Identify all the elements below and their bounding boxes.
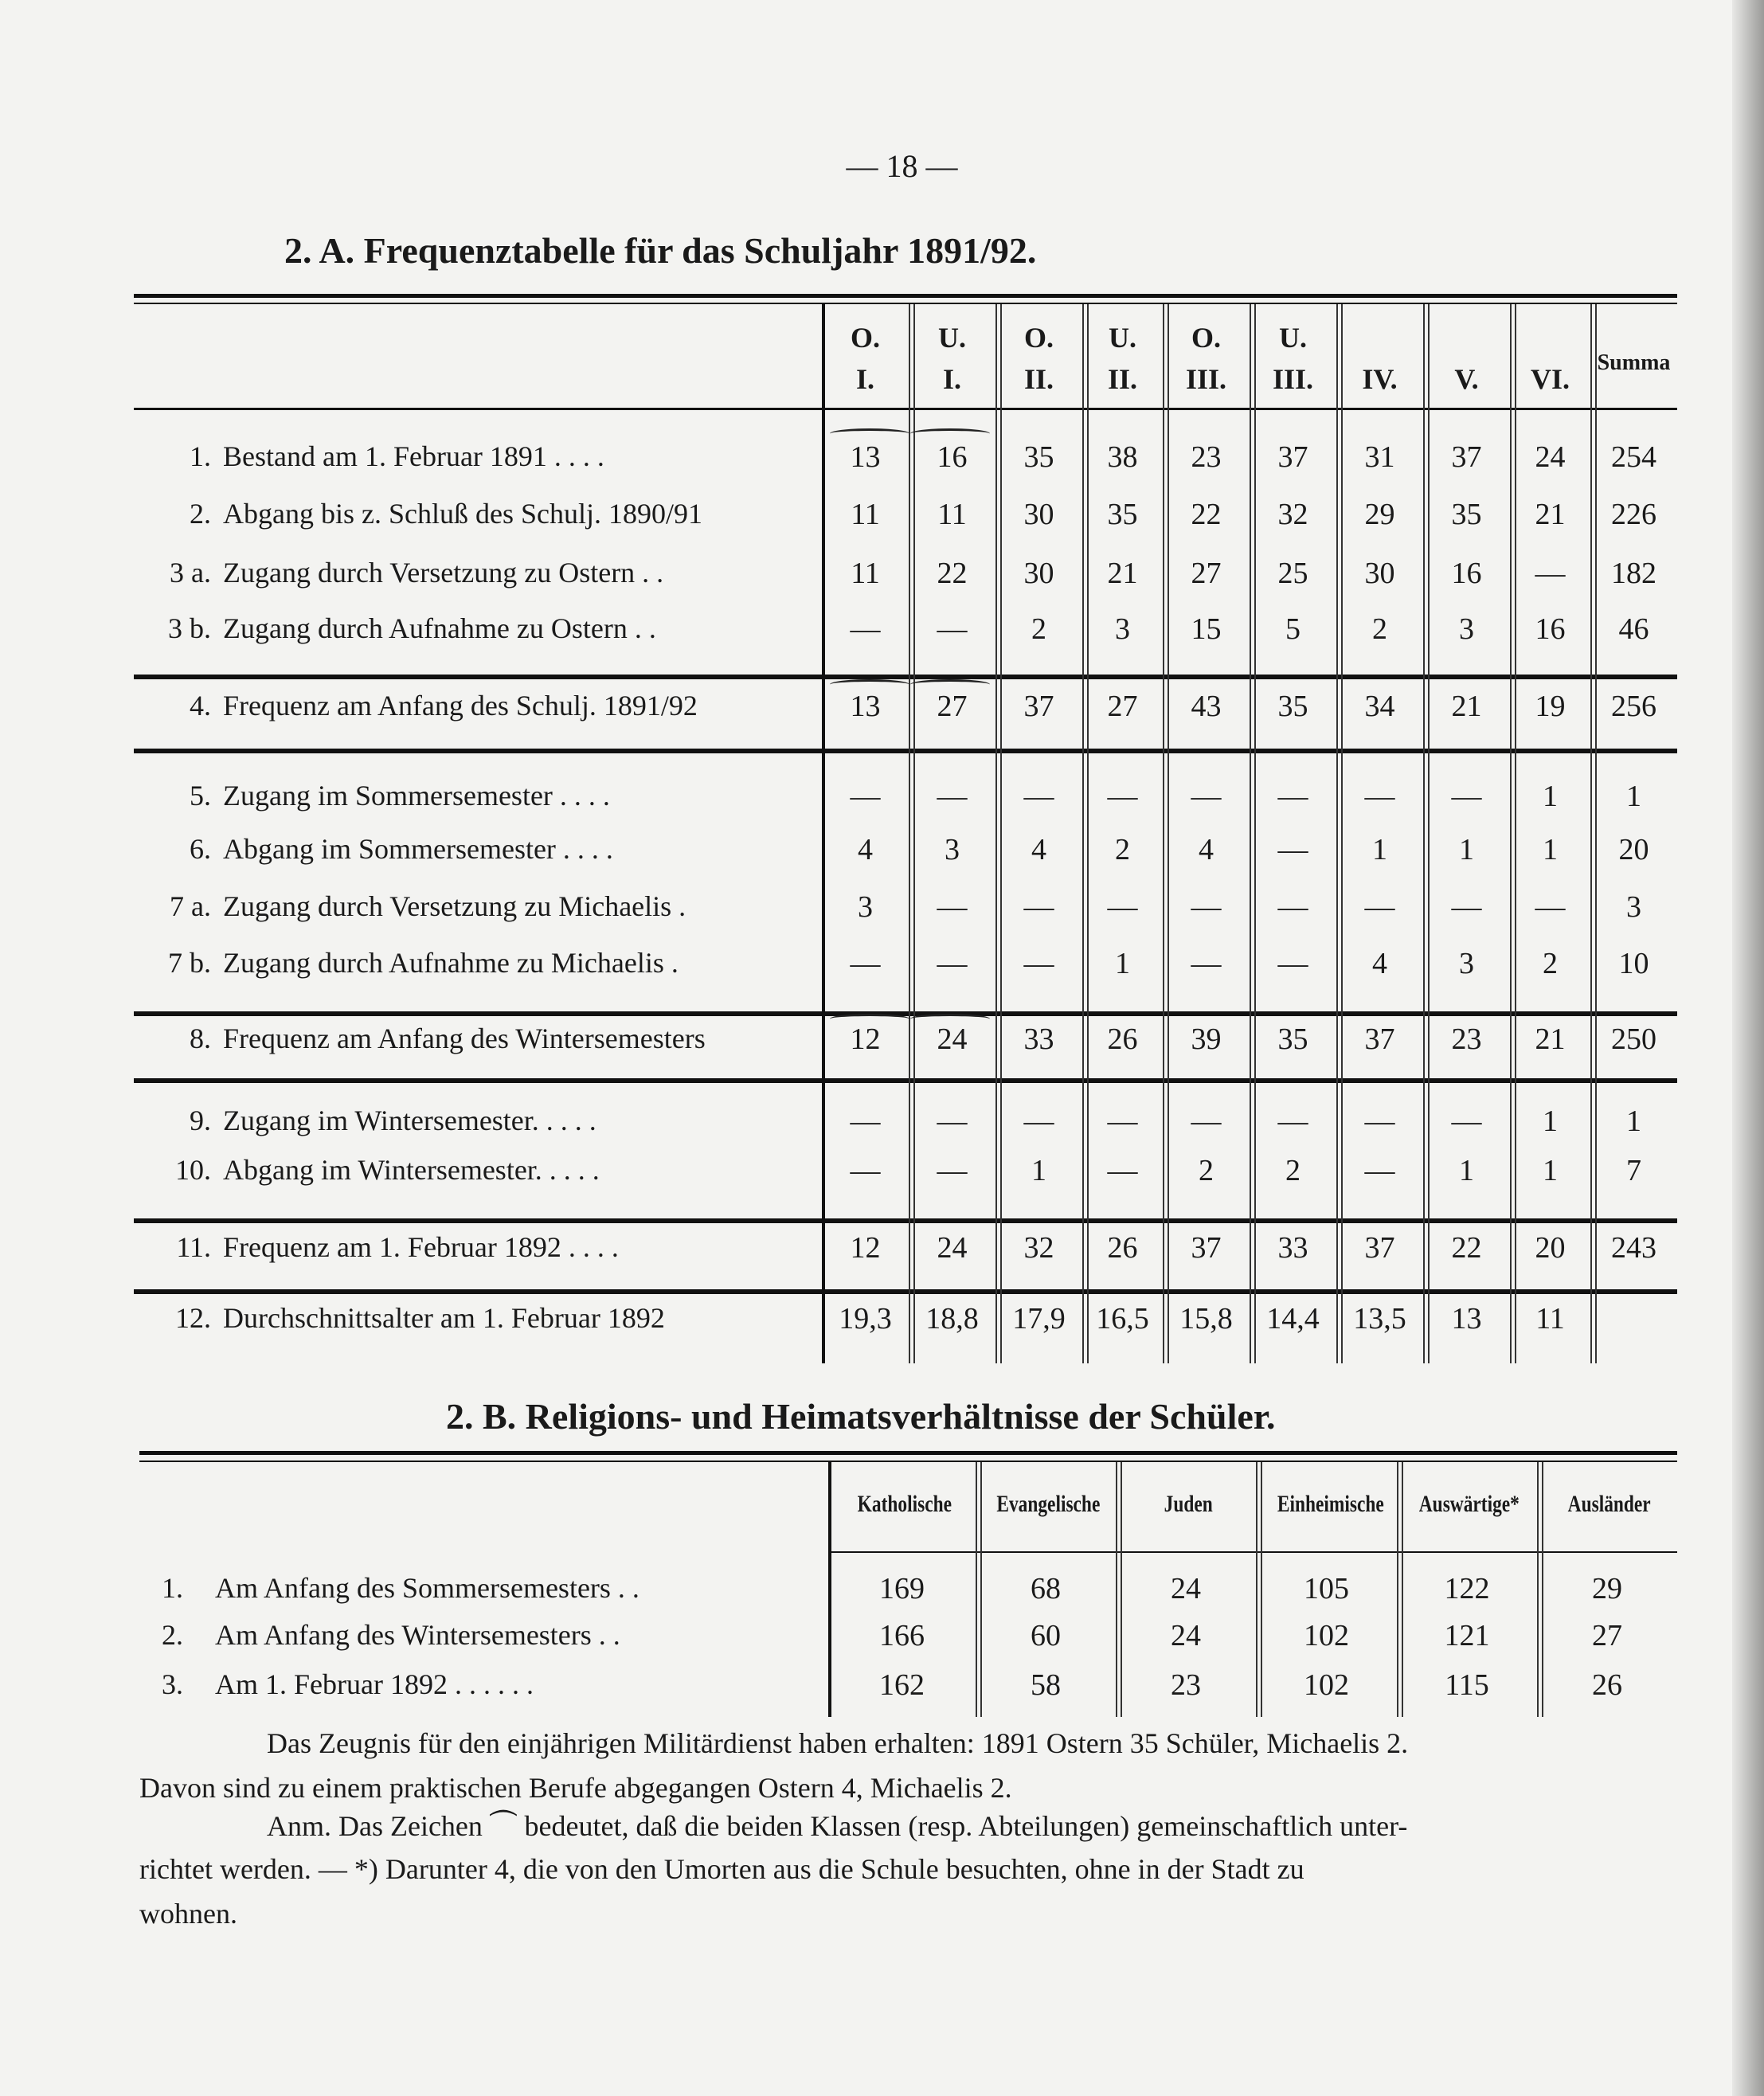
row-label: Am Anfang des Sommersemesters . . bbox=[215, 1572, 639, 1604]
table-cell: 15,8 bbox=[1179, 1302, 1233, 1335]
row-label: Frequenz am Anfang des Schulj. 1891/92 bbox=[223, 690, 698, 721]
table-cell: 23 bbox=[1191, 440, 1222, 474]
table-cell: 1 bbox=[1543, 1154, 1558, 1187]
table-cell: — bbox=[1364, 1154, 1395, 1187]
table-cell: — bbox=[1364, 1105, 1395, 1138]
table-cell: 13 bbox=[850, 440, 881, 474]
table-cell: 226 bbox=[1611, 498, 1656, 531]
table-cell: 1 bbox=[1543, 780, 1558, 813]
table-cell: 35 bbox=[1277, 690, 1308, 723]
table-cell: 25 bbox=[1277, 557, 1308, 590]
row-number: 2. bbox=[162, 1619, 183, 1651]
table-cell: — bbox=[1277, 780, 1308, 813]
column-header-bottom: III. bbox=[1185, 363, 1227, 395]
row-number: 8. bbox=[190, 1023, 211, 1054]
table-cell: 30 bbox=[1364, 557, 1395, 590]
table-cell: 46 bbox=[1618, 612, 1649, 646]
column-header bbox=[1262, 1491, 1395, 1518]
table-cell: 16,5 bbox=[1096, 1302, 1149, 1335]
table-cell: 2 bbox=[1115, 833, 1130, 866]
row-label: Frequenz am 1. Februar 1892 . . . . bbox=[223, 1231, 619, 1263]
row-label: Zugang durch Aufnahme zu Michaelis . bbox=[223, 947, 679, 979]
table-cell: 19 bbox=[1535, 690, 1566, 723]
table-cell: 4 bbox=[858, 833, 873, 866]
table-cell: — bbox=[850, 612, 881, 646]
row-number: 4. bbox=[190, 690, 211, 721]
table-cell: 1 bbox=[1626, 780, 1641, 813]
table-cell: 35 bbox=[1023, 440, 1054, 474]
column-header-text: Auswärtige* bbox=[1418, 1491, 1520, 1517]
table-cell: 19,3 bbox=[839, 1302, 892, 1335]
column-header bbox=[1122, 1491, 1254, 1518]
table-cell: 26 bbox=[1592, 1668, 1622, 1702]
table-cell: — bbox=[1277, 947, 1308, 980]
column-header bbox=[1403, 1491, 1535, 1518]
table-cell: 32 bbox=[1277, 498, 1308, 531]
table-cell: 166 bbox=[879, 1619, 925, 1652]
table-cell: 26 bbox=[1107, 1231, 1138, 1265]
table-cell: 12 bbox=[850, 1231, 881, 1265]
table-cell: 1 bbox=[1031, 1154, 1046, 1187]
row-number: 7 a. bbox=[170, 890, 211, 922]
table-cell: 21 bbox=[1535, 1023, 1566, 1056]
column-header bbox=[1543, 1491, 1676, 1518]
table-cell: 17,9 bbox=[1012, 1302, 1066, 1335]
table-cell: 3 bbox=[1626, 890, 1641, 924]
table-cell: — bbox=[937, 947, 968, 980]
table-cell: 16 bbox=[937, 440, 968, 474]
column-header-top: O. bbox=[850, 322, 880, 354]
note-annotation-1: Anm. Das Zeichen ⏜ bedeutet, daß die beiden Klassen (resp. Abteilungen) gemeinschaftlich unter- bbox=[267, 1810, 1408, 1842]
row-number: 9. bbox=[190, 1105, 211, 1136]
table-cell: 1 bbox=[1459, 833, 1474, 866]
column-header-text: Katholische bbox=[857, 1491, 952, 1517]
table-cell: 29 bbox=[1364, 498, 1395, 531]
note-military: Das Zeugnis für den einjährigen Militärdienst haben erhalten: 1891 Ostern 35 Schüler, Michaelis 2. bbox=[267, 1727, 1409, 1759]
row-number: 1. bbox=[190, 440, 211, 472]
row-number: 5. bbox=[190, 780, 211, 811]
table-cell: 24 bbox=[1535, 440, 1566, 474]
table-cell: — bbox=[937, 1105, 968, 1138]
combined-class-brace bbox=[910, 428, 990, 439]
row-label: Zugang im Wintersemester. . . . . bbox=[223, 1105, 596, 1136]
table-cell: 21 bbox=[1535, 498, 1566, 531]
table-cell: 60 bbox=[1031, 1619, 1061, 1652]
table-cell: 30 bbox=[1023, 557, 1054, 590]
table-cell: 12 bbox=[850, 1023, 881, 1056]
table-cell: — bbox=[1191, 1105, 1222, 1138]
row-label: Frequenz am Anfang des Wintersemesters bbox=[223, 1023, 706, 1054]
table-cell: 35 bbox=[1451, 498, 1482, 531]
row-label: Zugang durch Versetzung zu Michaelis . bbox=[223, 890, 686, 922]
table-cell: 2 bbox=[1285, 1154, 1301, 1187]
table-cell: 10 bbox=[1618, 947, 1649, 980]
table-cell: 250 bbox=[1611, 1023, 1656, 1056]
table-cell: — bbox=[1277, 1105, 1308, 1138]
page-edge-shadow bbox=[1732, 0, 1764, 2096]
table-rule bbox=[134, 303, 1677, 304]
column-header-bottom: III. bbox=[1272, 363, 1314, 395]
table-cell: 121 bbox=[1444, 1619, 1490, 1652]
table-cell: — bbox=[850, 1105, 881, 1138]
table-cell: 24 bbox=[1171, 1619, 1201, 1652]
table-cell: 3 bbox=[945, 833, 960, 866]
column-header-top: U. bbox=[938, 322, 966, 354]
table-cell: 243 bbox=[1611, 1231, 1656, 1265]
column-header-top: O. bbox=[1023, 322, 1054, 354]
table-cell: 13,5 bbox=[1353, 1302, 1406, 1335]
table-cell: 16 bbox=[1535, 612, 1566, 646]
table-cell: 11 bbox=[1535, 1302, 1565, 1335]
table-cell: — bbox=[1451, 890, 1482, 924]
table-cell: 11 bbox=[937, 498, 967, 531]
row-label: Abgang bis z. Schluß des Schulj. 1890/91 bbox=[223, 498, 702, 530]
table-cell: 162 bbox=[879, 1668, 925, 1702]
column-header-bottom: IV. bbox=[1362, 363, 1398, 395]
table-cell: 182 bbox=[1611, 557, 1656, 590]
table-rule bbox=[134, 408, 1677, 410]
table-cell: 11 bbox=[851, 557, 880, 590]
table-cell: — bbox=[1277, 833, 1308, 866]
table-cell: — bbox=[1023, 780, 1054, 813]
table-cell: 2 bbox=[1199, 1154, 1214, 1187]
table-cell: 38 bbox=[1107, 440, 1138, 474]
row-number: 3 a. bbox=[170, 557, 211, 589]
row-number: 11. bbox=[176, 1231, 211, 1263]
table-cell: — bbox=[1364, 890, 1395, 924]
table-cell: — bbox=[937, 1154, 968, 1187]
table-cell: 22 bbox=[937, 557, 968, 590]
column-header-bottom: VI. bbox=[1530, 363, 1570, 395]
table-cell: 3 bbox=[1115, 612, 1130, 646]
table-cell: 37 bbox=[1364, 1231, 1395, 1265]
table-cell: 102 bbox=[1304, 1668, 1349, 1702]
table-cell: — bbox=[937, 612, 968, 646]
table-rule bbox=[134, 675, 1677, 679]
table-cell: 3 bbox=[1459, 947, 1474, 980]
table-cell: — bbox=[937, 890, 968, 924]
row-label: Zugang durch Aufnahme zu Ostern . . bbox=[223, 612, 656, 644]
table-cell: 34 bbox=[1364, 690, 1395, 723]
table-cell: 20 bbox=[1535, 1231, 1566, 1265]
table-cell: — bbox=[1023, 890, 1054, 924]
table-cell: 18,8 bbox=[925, 1302, 979, 1335]
table-cell: 23 bbox=[1171, 1668, 1201, 1702]
table-cell: — bbox=[937, 780, 968, 813]
table-cell: 102 bbox=[1304, 1619, 1349, 1652]
table-rule bbox=[134, 294, 1677, 298]
table-cell: 20 bbox=[1618, 833, 1649, 866]
table-cell: 68 bbox=[1031, 1572, 1061, 1605]
table-cell: 2 bbox=[1031, 612, 1046, 646]
note-annotation-3: wohnen. bbox=[139, 1898, 237, 1930]
table-cell: 16 bbox=[1451, 557, 1482, 590]
table-cell: 24 bbox=[1171, 1572, 1201, 1605]
column-header-bottom: II. bbox=[1023, 363, 1054, 395]
table-cell: 1 bbox=[1626, 1105, 1641, 1138]
row-label: Bestand am 1. Februar 1891 . . . . bbox=[223, 440, 604, 472]
row-label: Abgang im Sommersemester . . . . bbox=[223, 833, 613, 865]
table-cell: 29 bbox=[1592, 1572, 1622, 1605]
table-cell: 35 bbox=[1277, 1023, 1308, 1056]
table-cell: — bbox=[1107, 1154, 1138, 1187]
row-label: Durchschnittsalter am 1. Februar 1892 bbox=[223, 1302, 665, 1334]
table-cell: 33 bbox=[1023, 1023, 1054, 1056]
table-cell: 27 bbox=[1107, 690, 1138, 723]
table-cell: 3 bbox=[858, 890, 873, 924]
table-cell: — bbox=[1191, 947, 1222, 980]
table-cell: 254 bbox=[1611, 440, 1656, 474]
table-rule bbox=[134, 1078, 1677, 1083]
column-header-text: Einheimische bbox=[1277, 1491, 1384, 1517]
table-cell: 37 bbox=[1023, 690, 1054, 723]
column-header-bottom: II. bbox=[1107, 363, 1138, 395]
table-cell: 122 bbox=[1444, 1572, 1490, 1605]
table-cell: 7 bbox=[1626, 1154, 1641, 1187]
table-cell: 26 bbox=[1107, 1023, 1138, 1056]
table-rule bbox=[828, 1551, 1677, 1553]
table-cell: 13 bbox=[850, 690, 881, 723]
row-number: 7 b. bbox=[168, 947, 211, 979]
table-cell: — bbox=[1107, 1105, 1138, 1138]
table-cell: 37 bbox=[1451, 440, 1482, 474]
column-header-top: O. bbox=[1191, 322, 1221, 354]
column-header-bottom: V. bbox=[1454, 363, 1479, 395]
column-header-top: U. bbox=[1279, 322, 1307, 354]
column-header-bottom: I. bbox=[942, 363, 961, 395]
table-cell: 31 bbox=[1364, 440, 1395, 474]
table-cell: 11 bbox=[851, 498, 880, 531]
table-cell: — bbox=[1023, 1105, 1054, 1138]
table-cell: 14,4 bbox=[1266, 1302, 1320, 1335]
table-rule bbox=[134, 749, 1677, 753]
row-number: 6. bbox=[190, 833, 211, 865]
table-cell: 58 bbox=[1031, 1668, 1061, 1702]
column-header-text: Juden bbox=[1164, 1491, 1213, 1517]
row-number: 12. bbox=[175, 1302, 211, 1334]
table-b-title: 2. B. Religions- und Heimatsverhältnisse der Schüler. bbox=[446, 1396, 1276, 1437]
table-rule bbox=[134, 1011, 1677, 1016]
row-number: 1. bbox=[162, 1572, 183, 1604]
note-annotation-2: richtet werden. — *) Darunter 4, die von den Umorten aus die Schule besuchten, ohne in der Stadt zu bbox=[139, 1853, 1304, 1885]
table-cell: 37 bbox=[1364, 1023, 1395, 1056]
table-cell: 1 bbox=[1372, 833, 1387, 866]
table-cell: 27 bbox=[1191, 557, 1222, 590]
table-cell: 169 bbox=[879, 1572, 925, 1605]
column-header-text: Evangelische bbox=[996, 1491, 1101, 1517]
table-cell: 30 bbox=[1023, 498, 1054, 531]
column-header bbox=[835, 1491, 974, 1518]
row-label: Zugang im Sommersemester . . . . bbox=[223, 780, 610, 811]
table-cell: 105 bbox=[1304, 1572, 1349, 1605]
row-number: 3 b. bbox=[168, 612, 211, 644]
table-cell: — bbox=[1023, 947, 1054, 980]
table-cell: 4 bbox=[1031, 833, 1046, 866]
row-number: 10. bbox=[175, 1154, 211, 1186]
table-cell: 15 bbox=[1191, 612, 1222, 646]
row-label: Zugang durch Versetzung zu Ostern . . bbox=[223, 557, 664, 589]
table-rule bbox=[134, 1218, 1677, 1223]
table-cell: 35 bbox=[1107, 498, 1138, 531]
note-vocational: Davon sind zu einem praktischen Berufe abgegangen Ostern 4, Michaelis 2. bbox=[139, 1772, 1012, 1804]
table-rule bbox=[139, 1451, 1677, 1455]
table-cell: 37 bbox=[1277, 440, 1308, 474]
table-cell: — bbox=[1451, 1105, 1482, 1138]
page-number: — 18 — bbox=[846, 148, 958, 184]
table-cell: 115 bbox=[1445, 1668, 1489, 1702]
table-cell: — bbox=[850, 947, 881, 980]
table-cell: 27 bbox=[937, 690, 968, 723]
column-header-text: Ausländer bbox=[1567, 1491, 1652, 1517]
table-cell: — bbox=[1535, 557, 1566, 590]
table-cell: 13 bbox=[1451, 1302, 1482, 1335]
table-cell: — bbox=[850, 780, 881, 813]
table-cell: 1 bbox=[1543, 833, 1558, 866]
table-cell: 2 bbox=[1543, 947, 1558, 980]
table-cell: — bbox=[1191, 780, 1222, 813]
table-cell: 1 bbox=[1459, 1154, 1474, 1187]
table-rule bbox=[139, 1461, 1677, 1462]
table-cell: — bbox=[1191, 890, 1222, 924]
column-header bbox=[982, 1491, 1114, 1518]
table-a-title: 2. A. Frequenztabelle für das Schuljahr 1891/92. bbox=[284, 230, 1037, 271]
table-cell: 3 bbox=[1459, 612, 1474, 646]
row-number: 3. bbox=[162, 1668, 183, 1700]
table-cell: 24 bbox=[937, 1023, 968, 1056]
combined-class-brace bbox=[830, 428, 909, 439]
table-cell: 4 bbox=[1372, 947, 1387, 980]
table-rule bbox=[134, 1289, 1677, 1294]
table-cell: 4 bbox=[1199, 833, 1214, 866]
row-label: Am Anfang des Wintersemesters . . bbox=[215, 1619, 620, 1651]
table-cell: — bbox=[1535, 890, 1566, 924]
table-cell: 33 bbox=[1277, 1231, 1308, 1265]
table-cell: 22 bbox=[1451, 1231, 1482, 1265]
table-cell: 1 bbox=[1115, 947, 1130, 980]
table-cell: 27 bbox=[1592, 1619, 1622, 1652]
column-header-top: U. bbox=[1109, 322, 1136, 354]
table-cell: — bbox=[1364, 780, 1395, 813]
table-cell: 23 bbox=[1451, 1023, 1482, 1056]
table-cell: 21 bbox=[1451, 690, 1482, 723]
row-label: Am 1. Februar 1892 . . . . . . bbox=[215, 1668, 534, 1700]
table-cell: 37 bbox=[1191, 1231, 1222, 1265]
table-cell: 2 bbox=[1372, 612, 1387, 646]
table-cell: 32 bbox=[1023, 1231, 1054, 1265]
table-cell: — bbox=[1277, 890, 1308, 924]
column-header: Summa bbox=[1597, 350, 1671, 375]
table-cell: 39 bbox=[1191, 1023, 1222, 1056]
table-cell: 24 bbox=[937, 1231, 968, 1265]
table-cell: 1 bbox=[1543, 1105, 1558, 1138]
table-cell: 21 bbox=[1107, 557, 1138, 590]
table-cell: — bbox=[850, 1154, 881, 1187]
row-number: 2. bbox=[190, 498, 211, 530]
table-cell: — bbox=[1107, 780, 1138, 813]
table-cell: 43 bbox=[1191, 690, 1222, 723]
table-cell: 256 bbox=[1611, 690, 1656, 723]
row-label: Abgang im Wintersemester. . . . . bbox=[223, 1154, 600, 1186]
table-cell: 22 bbox=[1191, 498, 1222, 531]
table-cell: — bbox=[1107, 890, 1138, 924]
table-cell: — bbox=[1451, 780, 1482, 813]
column-header-bottom: I. bbox=[855, 363, 874, 395]
table-cell: 5 bbox=[1285, 612, 1301, 646]
